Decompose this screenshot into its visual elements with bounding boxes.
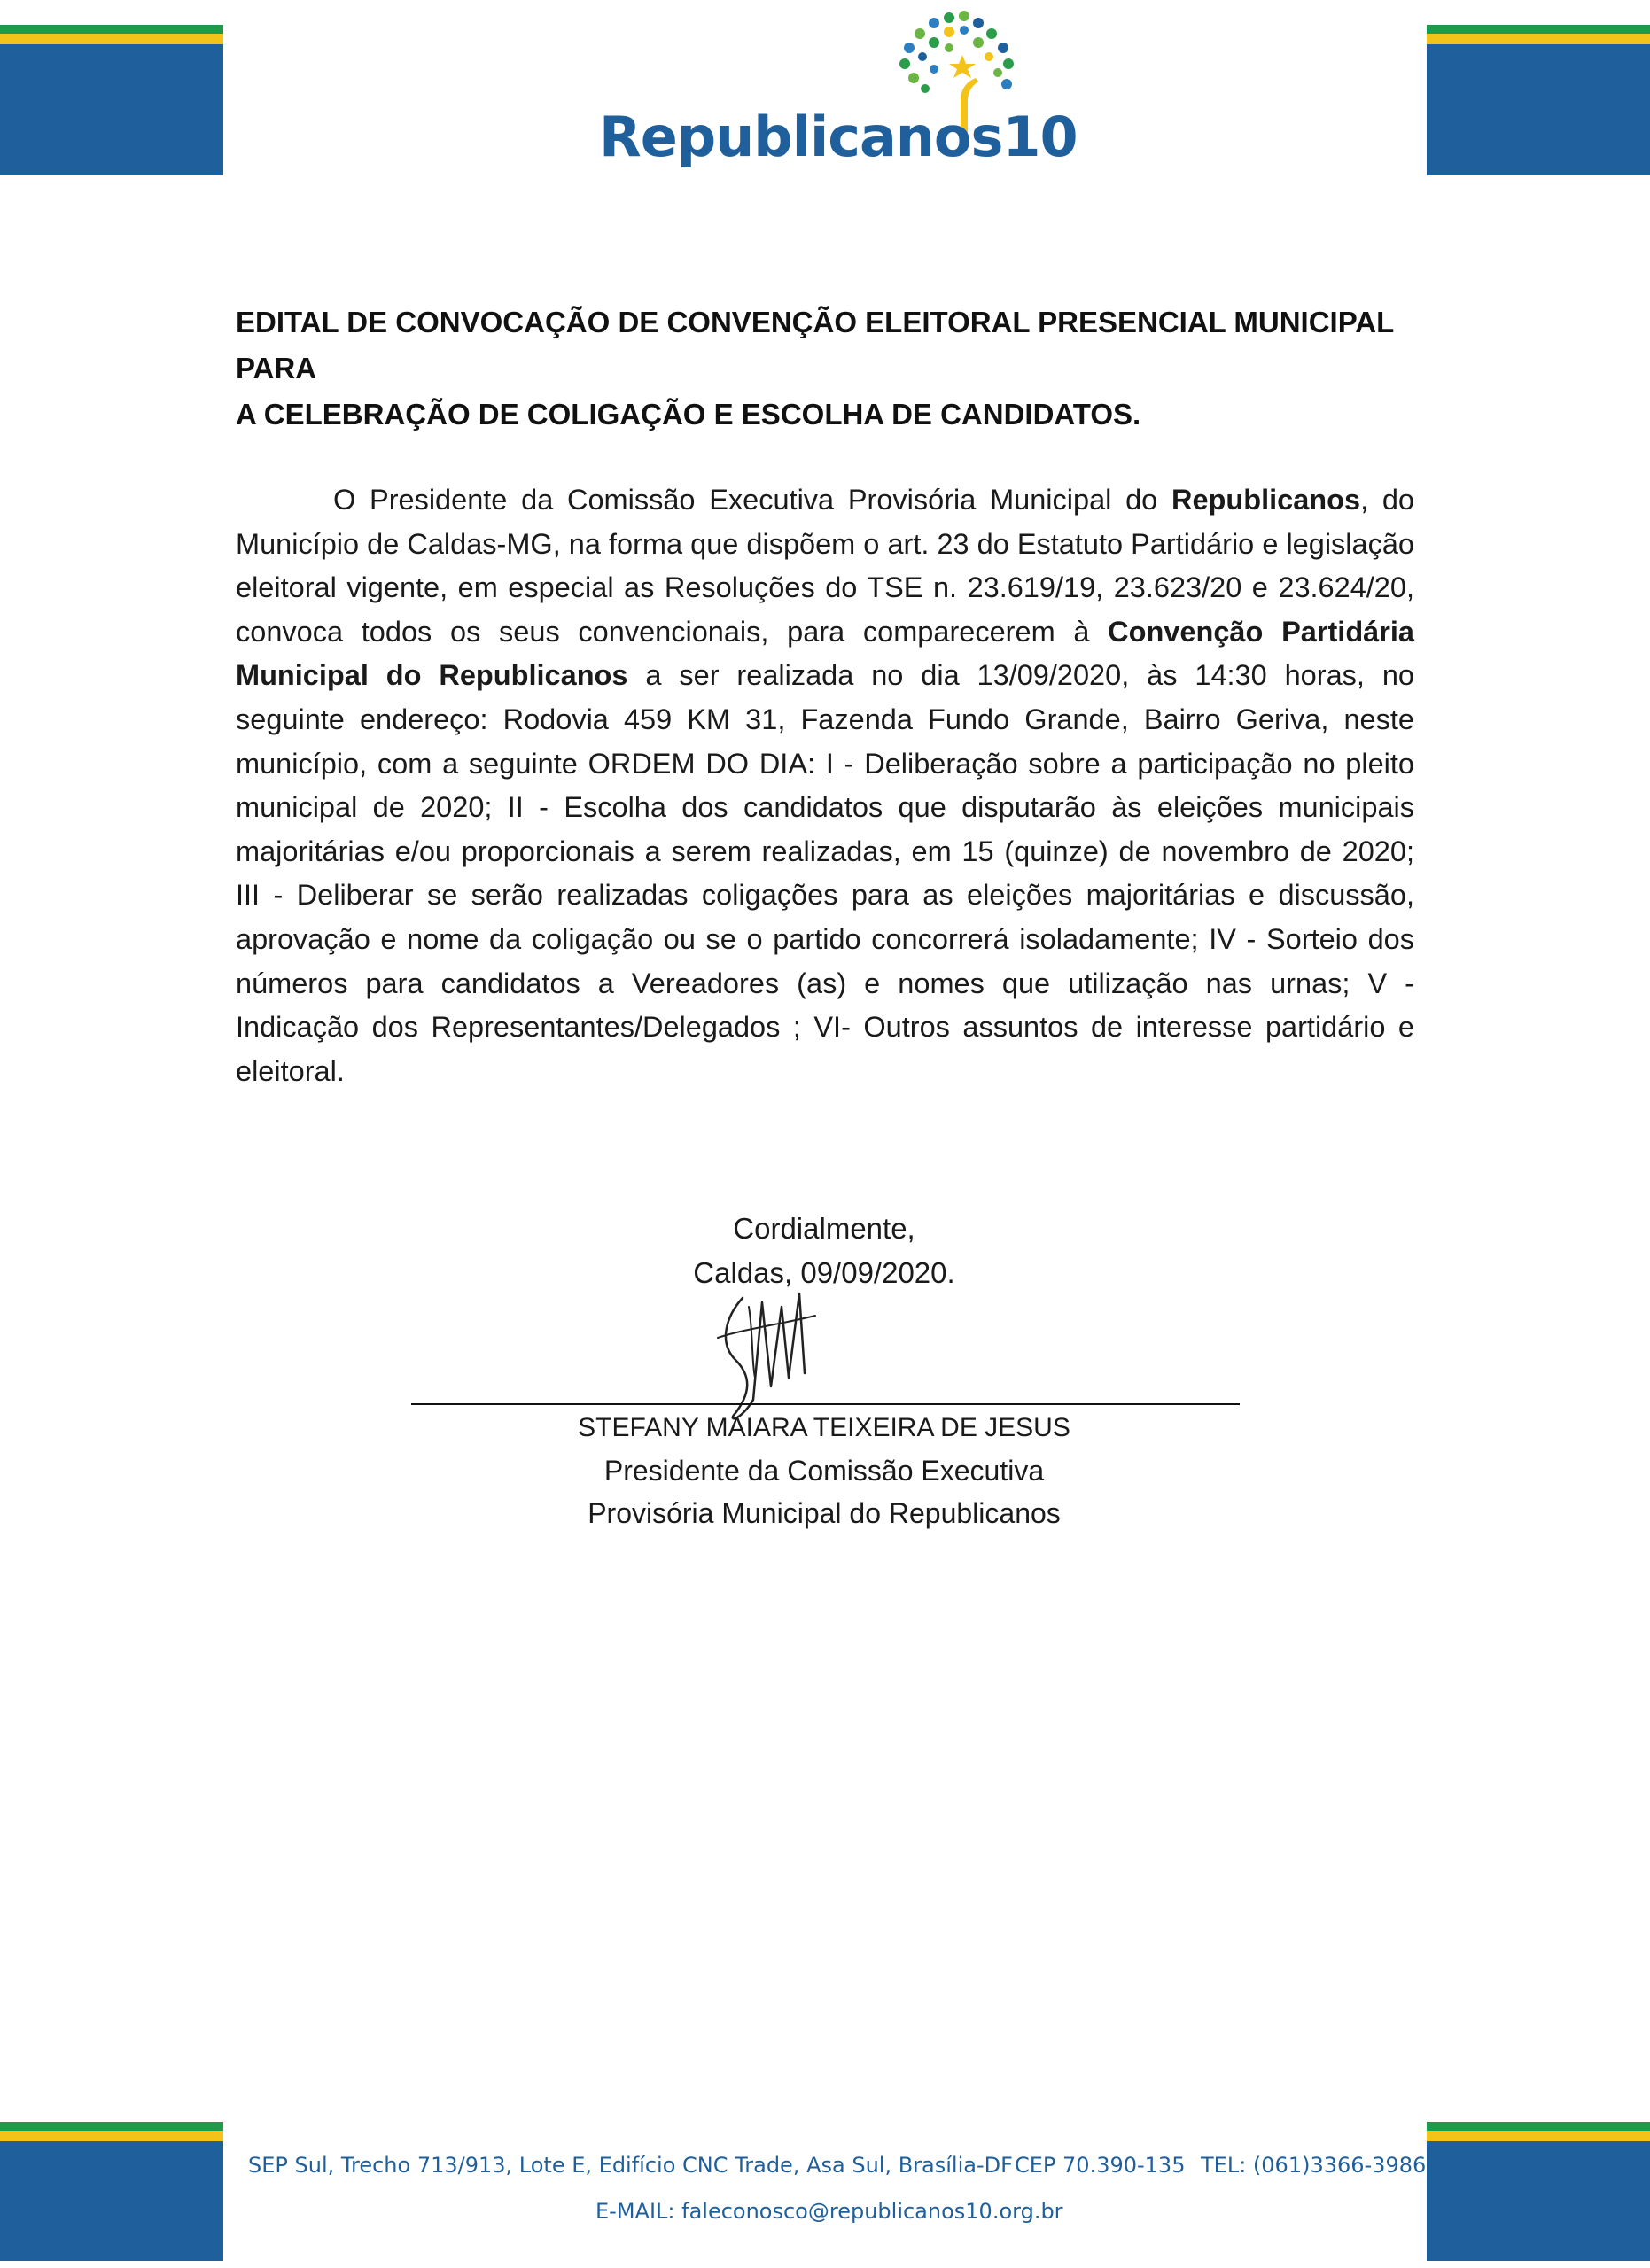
- top-left-stripe-block: [0, 25, 223, 175]
- footer-tel: TEL: (061)3366-3986: [1201, 2153, 1427, 2178]
- title-line-1: EDITAL DE CONVOCAÇÃO DE CONVENÇÃO ELEITORAL PRESENCIAL MUNICIPAL PARA: [236, 306, 1394, 384]
- body-part-1: O Presidente da Comissão Executiva Provisória Municipal do: [333, 484, 1171, 516]
- signer-role-line-2: Provisória Municipal do Republicanos: [588, 1497, 1061, 1529]
- signer-name: STEFANY MAIARA TEIXEIRA DE JESUS: [578, 1413, 1070, 1442]
- signature-line: [411, 1403, 1240, 1405]
- top-right-stripe-block: [1427, 25, 1650, 175]
- notice-body: [236, 478, 1414, 1093]
- closing-place-date: Caldas, 09/09/2020.: [693, 1256, 955, 1289]
- body-bold-party: Republicanos: [1171, 484, 1361, 516]
- signer-role-line-1: Presidente da Comissão Executiva: [603, 1455, 1045, 1487]
- document-title: [236, 299, 1414, 438]
- party-logo: [599, 9, 1078, 173]
- title-line-2: A CELEBRAÇÃO DE COLIGAÇÃO E ESCOLHA DE CANDIDATOS.: [236, 398, 1141, 431]
- logo-wordmark: Republicanos10: [599, 105, 1078, 169]
- body-bold-convention: Convenção Partidária Municipal do Republicanos: [236, 615, 1415, 692]
- bottom-left-stripe-block: [0, 2122, 223, 2261]
- body-part-2: , do Município de Caldas-MG, na forma que dispõem o art. 23 do Estatuto Partidário e legislação eleitoral vigente, em especial as Resoluções do TSE n. 23.619/19, 23.623/20 e 23.624/20, convoca todos os seus convencionais, para comparecerem à: [236, 484, 1414, 648]
- body-part-3: a ser realizada no dia 13/09/2020, às 14:30 horas, no seguinte endereço: Rodovia 459 KM 31, Fazenda Fundo Grande, Bairro Geriva, neste município, com a seguinte ORDEM DO DIA: I - Deliberação sobre a participação no pleito municipal de 2020; II - Escolha dos candidatos que disputarão às eleições municipais majoritárias e/ou proporcionais a serem realizadas, em 15 (quinze) de novembro de 2020; III - Deliberar se serão realizadas coligações para as eleições majoritárias e discussão, aprovação e nome da coligação ou se o partido concorrerá isoladamente; IV - Sorteio dos números para candidatos a Vereadores (as) e nomes que utilização nas urnas; V - Indicação dos Representantes/Delegados ; VI- Outros assuntos de interesse partidário e eleitoral.: [236, 659, 1414, 1087]
- closing-greeting: Cordialmente,: [733, 1212, 915, 1245]
- footer-email: E-MAIL: faleconosco@republicanos10.org.br: [595, 2199, 1063, 2224]
- handwritten-signature: [700, 1289, 833, 1422]
- footer-address: SEP Sul, Trecho 713/913, Lote E, Edifício CNC Trade, Asa Sul, Brasília-DF: [248, 2153, 1013, 2178]
- bottom-right-stripe-block: [1427, 2122, 1650, 2261]
- footer-cep: CEP 70.390-135: [1015, 2153, 1186, 2178]
